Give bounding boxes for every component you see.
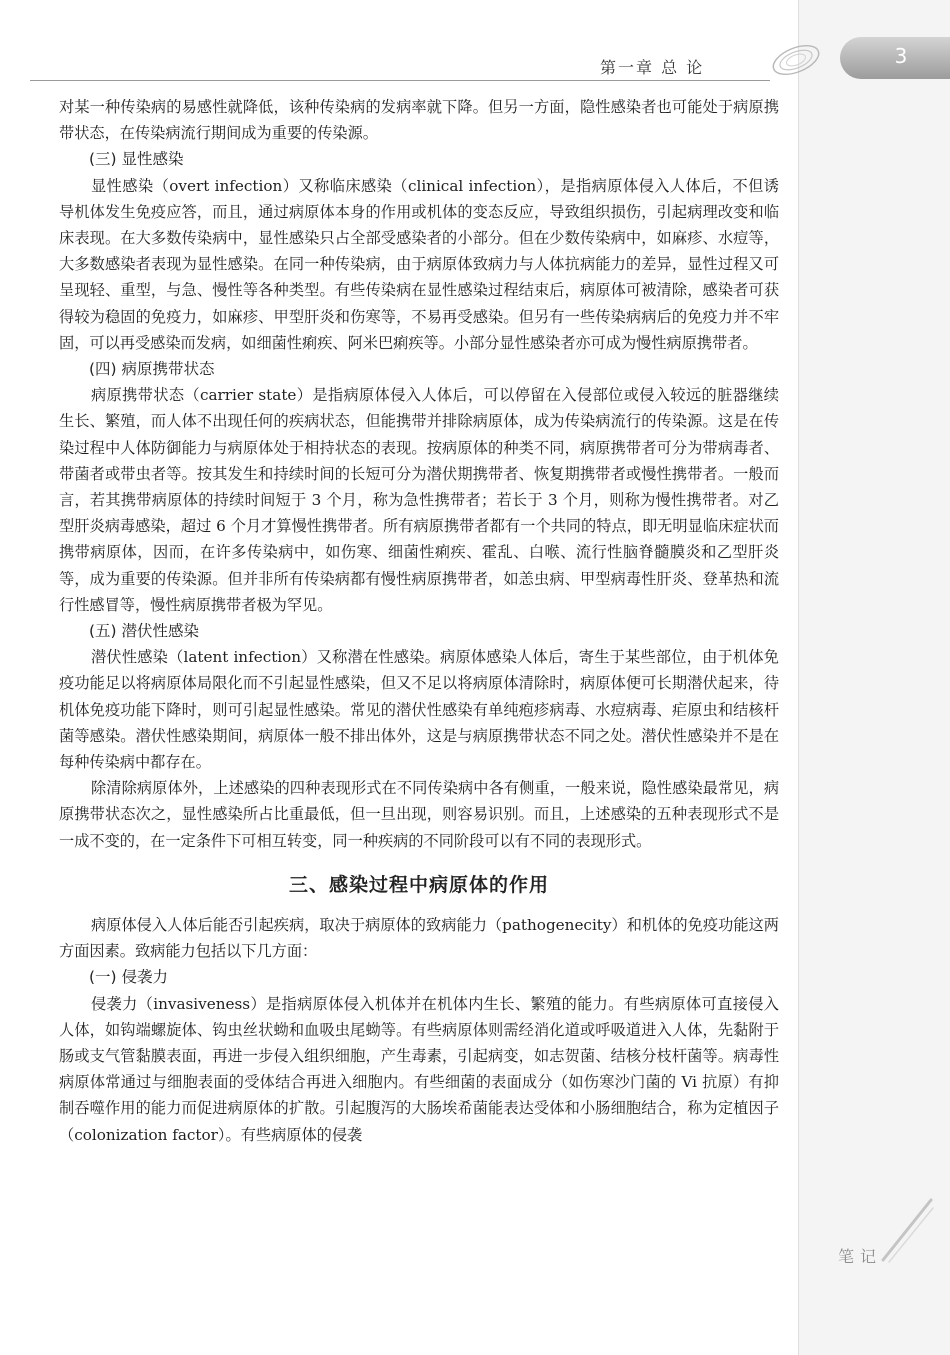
running-header-chapter: 第一章 总 论: [600, 58, 705, 77]
page-number: 3: [894, 44, 908, 68]
paragraph-summary: 除清除病原体外，上述感染的四种表现形式在不同传染病中各有侧重，一般来说，隐性感染最常见，病原携带状态次之，显性感染所占比重最低，但一旦出现，则容易识别。而且，上述感染的五种表现形式不是一成不变的，在一定条件下可相互转变，同一种疾病的不同阶段可以有不同的表现形式。: [59, 779, 779, 850]
subheading-carrier-state: (四) 病原携带状态: [89, 360, 215, 379]
subheading-latent-infection: (五) 潜伏性感染: [89, 622, 200, 641]
header-rule: [30, 80, 770, 81]
notes-label: 笔记: [838, 1247, 883, 1266]
paragraph-carrier-state: 病原携带状态（carrier state）是指病原体侵入人体后，可以停留在入侵部位或侵入较远的脏器继续生长、繁殖，而人体不出现任何的疾病状态，但能携带并排除病原体，成为传染病流行的传染源。这是在传染过程中人体防御能力与病原体处于相持状态的表现。按病原体的种类不同，病原携带者可分为带病毒者、带菌者或带虫者等。按其发生和持续时间的长短可分为潜伏期携带者、恢复期携带者或慢性携带者。一般而言，若其携带病原体的持续时间短于 3 个月，称为急性携带者；若长于 3 个月，则称为慢性携带者。对乙型肝炎病毒感染，超过 6 个月才算慢性携带者。所有病原携带者都有一个共同的特点，即无明显临床症状而携带病原体，因而，在许多传染病中，如伤寒、细菌性痢疾、霍乱、白喉、流行性脑脊髓膜炎和乙型肝炎等，成为重要的传染源。但并非所有传染病都有慢性病原携带者，如恙虫病、甲型病毒性肝炎、登革热和流行性感冒等，慢性病原携带者极为罕见。: [59, 386, 779, 614]
swirl-decoration-icon: [766, 38, 822, 86]
pen-icon: [875, 1196, 935, 1266]
paragraph-latent-infection: 潜伏性感染（latent infection）又称潜在性感染。病原体感染人体后，寄生于某些部位，由于机体免疫功能足以将病原体局限化而不引起显性感染，但又不足以将病原体清除时，病原体便可长期潜伏起来，待机体免疫功能下降时，则可引起显性感染。常见的潜伏性感染有单纯疱疹病毒、水痘病毒、疟原虫和结核杆菌等感染。潜伏性感染期间，病原体一般不排出体外，这是与病原携带状态不同之处。潜伏性感染并不是在每种传染病中都存在。: [59, 648, 779, 772]
page-body: [59, 94, 779, 1148]
subheading-overt-infection: (三) 显性感染: [89, 150, 184, 169]
paragraph-continued: 对某一种传染病的易感性就降低，该种传染病的发病率就下降。但另一方面，隐性感染者也可能处于病原携带状态，在传染病流行期间成为重要的传染源。: [59, 98, 779, 143]
section-title: 三、感染过程中病原体的作用: [288, 873, 549, 896]
subheading-invasiveness: (一) 侵袭力: [89, 968, 169, 987]
paragraph-overt-infection: 显性感染（overt infection）又称临床感染（clinical infection），是指病原体侵入人体后，不但诱导机体发生免疫应答，而且，通过病原体本身的作用或机体的变态反应，导致组织损伤，引起病理改变和临床表现。在大多数传染病中，显性感染只占全部受感染者的小部分。但在少数传染病中，如麻疹、水痘等，大多数感染者表现为显性感染。在同一种传染病，由于病原体致病力与人体抗病能力的差异，显性过程又可呈现轻、重型，与急、慢性等各种类型。有些传染病在显性感染过程结束后，病原体可被清除，感染者可获得较为稳固的免疫力，如麻疹、甲型肝炎和伤寒等，不易再受感染。但另有一些传染病病后的免疫力并不牢固，可以再受感染而发病，如细菌性痢疾、阿米巴痢疾等。小部分显性感染者亦可成为慢性病原携带者。: [59, 176, 779, 352]
paragraph-invasiveness: 侵袭力（invasiveness）是指病原体侵入机体并在机体内生长、繁殖的能力。有些病原体可直接侵入人体，如钩端螺旋体、钩虫丝状蚴和血吸虫尾蚴等。有些病原体则需经消化道或呼吸道进入人体，先黏附于肠或支气管黏膜表面，再进一步侵入组织细胞，产生毒素，引起病变，如志贺菌、结核分枝杆菌等。病毒性病原体常通过与细胞表面的受体结合再进入细胞内。有些细菌的表面成分（如伤寒沙门菌的 Vi 抗原）有抑制吞噬作用的能力而促进病原体的扩散。引起腹泻的大肠埃希菌能表达受体和小肠细胞结合，称为定植因子（colonization factor）。有些病原体的侵袭: [59, 994, 779, 1144]
paragraph-pathogenicity: 病原体侵入人体后能否引起疾病，取决于病原体的致病能力（pathogenecity）和机体的免疫功能这两方面因素。致病能力包括以下几方面：: [59, 915, 779, 961]
notes-margin: [798, 0, 950, 1355]
